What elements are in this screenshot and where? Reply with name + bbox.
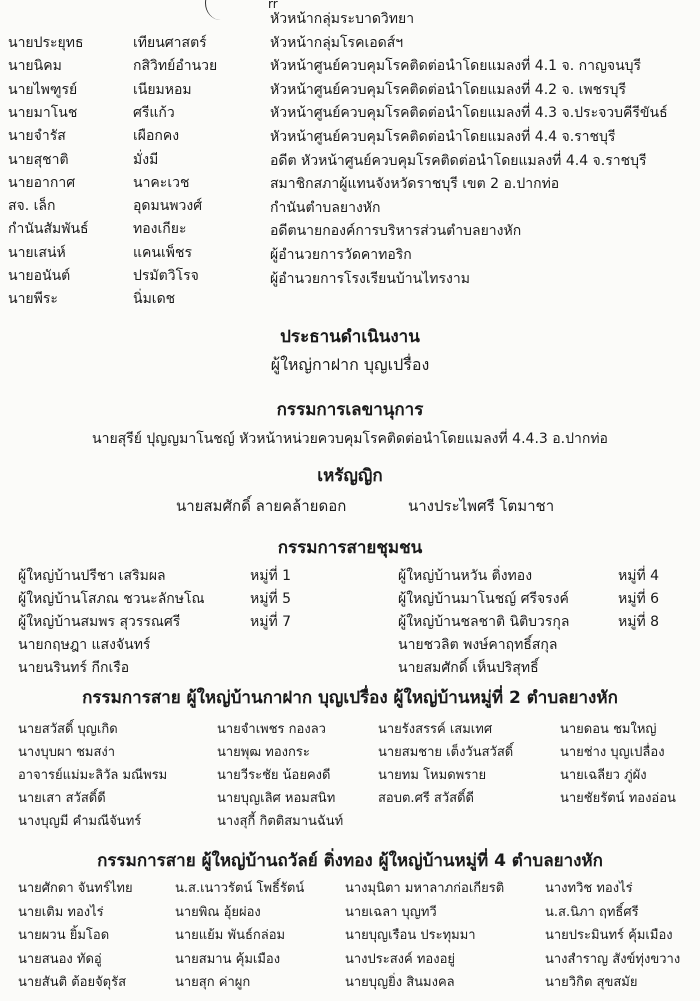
committee-name: นายนิคม [8, 58, 62, 74]
committee-name: นายสุชาติ [8, 152, 69, 168]
group-member: นายชัยรัตน์ ทองอ่อน [560, 791, 676, 806]
community-member: นายกฤษฎา แสงจันทร์ [18, 637, 151, 653]
committee-position: หัวหน้ากลุ่มโรคเอดส์ฯ [270, 35, 404, 51]
group-member: นายศักดา จันทร์ไทย [18, 881, 133, 896]
committee-position: อดีต หัวหน้าศูนย์ควบคุมโรคติดต่อนำโดยแมลงที่ 4.4 จ.ราชบุรี [270, 153, 647, 169]
committee-name: สจ. เล็ก [8, 198, 56, 214]
group-member: นายบุญยิ่ง สินมงคล [345, 975, 455, 990]
group-member: น.ส.เนาวรัตน์ โพธิ์รัตน์ [175, 881, 305, 896]
committee-surname: แคนเพ็ชร [133, 245, 192, 261]
group-member: น.ส.นิภา ฤทธิ์ศรี [545, 905, 639, 920]
group-member: นายเฉลียว ภู่ผัง [560, 768, 647, 783]
group-member: นายเฉลา บุญทวี [345, 905, 437, 920]
group-member: นายประมินทร์ คุ้มเมือง [545, 928, 673, 943]
committee-name: นายไพฑูรย์ [8, 82, 78, 98]
group-member: นายสมชาย เต็งวันสวัสดิ์ [378, 745, 514, 760]
group-member: นายดอน ชมใหญ่ [560, 722, 657, 737]
group-member: นายบุญเรือน ประทุมมา [345, 928, 476, 943]
group-member: นางสุกี้ กิตติสมานฉันท์ [217, 814, 344, 829]
committee-surname: อุดมนพวงศ์ [133, 198, 203, 214]
community-member: ผู้ใหญ่บ้านหวัน ติ่งทอง [398, 568, 533, 584]
committee-name: นายอากาศ [8, 175, 76, 191]
group-member: นายวีระชัย น้อยคงดี [217, 768, 331, 783]
group-member: นายเสา สวัสดิ์ดี [18, 791, 106, 806]
community-moo: หมู่ที่ 1 [250, 568, 292, 584]
community-moo: หมู่ที่ 8 [618, 614, 660, 630]
group-member: นายรังสรรค์ เสมเทศ [378, 722, 493, 737]
group-member: นายผวน ยิ้มโอด [18, 928, 110, 943]
group-member: นางมุนิตา มหาลาภก่อเกียรติ [345, 881, 505, 896]
secretary-text: นายสุรีย์ ปุญญมาโนชญ์ หัวหน้าหน่วยควบคุมโรคติดต่อนำโดยแมลงที่ 4.4.3 อ.ปากท่อ [92, 431, 608, 447]
group-member: นางบุญมี คำมณีจันทร์ [18, 814, 142, 829]
chair-heading: ประธานดำเนินงาน [280, 327, 420, 347]
group-member: นายเติม ทองไร่ [18, 905, 104, 920]
committee-surname: ปรมัตวิโรจ [133, 268, 199, 284]
committee-surname: นิ่มเดช [133, 291, 176, 307]
community-member: ผู้ใหญ่บ้านสมพร สุวรรณศรี [18, 614, 181, 630]
group-member: นายแย้ม พันธ์กล่อม [175, 928, 286, 943]
header-scribble-text: rr [268, 0, 278, 11]
committee-position: หัวหน้าศูนย์ควบคุมโรคติดต่อนำโดยแมลงที่ 4.3 จ.ประจวบคีรีขันธ์ [270, 105, 668, 121]
committee-name: นายประยุทธ [8, 35, 84, 51]
moo2-heading: กรรมการสาย ผู้ใหญ่บ้านกาฝาก บุญเปรื่อง ผู้ใหญ่บ้านหมู่ที่ 2 ตำบลยางหัก [82, 688, 618, 708]
committee-surname: เผือกคง [133, 128, 180, 144]
community-member: นายสมศักดิ์ เห็นปริสุทธิ์ [398, 660, 539, 676]
treasurer-name-1: นายสมศักดิ์ ลายคล้ายดอก [176, 497, 347, 515]
group-member: นายสนอง ทัดอู่ [18, 952, 102, 967]
committee-position: หัวหน้าศูนย์ควบคุมโรคติดต่อนำโดยแมลงที่ 4.2 จ. เพชรบุรี [270, 82, 627, 98]
group-member: นายพิณ อุ้ยผ่อง [175, 905, 261, 920]
margin-scribble [205, 0, 236, 20]
group-member: นางทวิช ทองไร่ [545, 881, 633, 896]
group-member: นายวิกิต สุขสมัย [545, 975, 638, 990]
community-moo: หมู่ที่ 7 [250, 614, 292, 630]
committee-surname: เนียมหอม [133, 82, 192, 98]
group-member: นางประสงค์ ทองอยู่ [345, 952, 456, 967]
community-heading: กรรมการสายชุมชน [277, 538, 423, 558]
group-member: นายพุฒ ทองกระ [217, 745, 310, 760]
committee-position: ผู้อำนวยการโรงเรียนบ้านไทรงาม [270, 271, 470, 287]
committee-name: กำนันสัมพันธ์ [8, 221, 89, 237]
committee-name: นายจำรัส [8, 128, 66, 144]
community-member: นายชวลิต พงษ์คาฤทธิ์สกุล [398, 637, 558, 653]
group-member: นายสวัสดิ์ บุญเกิด [18, 722, 118, 737]
group-member: นายสันติ ต้อยจัตุรัส [18, 975, 127, 990]
community-moo: หมู่ที่ 6 [618, 591, 660, 607]
committee-name: นายเสน่ห์ [8, 245, 66, 261]
committee-position: อดีตนายกองค์การบริหารส่วนตำบลยางหัก [270, 223, 522, 239]
chair-name: ผู้ใหญ่กาฝาก บุญเปรื่อง [270, 355, 430, 374]
treasurer-name-2: นางประไพศรี โตมาชา [408, 497, 555, 515]
committee-name: นายมาโนช [8, 105, 78, 121]
group-member: นายบุญเลิศ หอมสนิท [217, 791, 336, 806]
secretary-heading: กรรมการเลขานุการ [276, 400, 424, 420]
committee-surname: เทียนศาสตร์ [133, 35, 207, 51]
community-member: นายนรินทร์ กีกเรือ [18, 660, 130, 676]
community-member: ผู้ใหญ่บ้านมาโนชญ์ ศรีจรงค์ [398, 591, 569, 607]
committee-position: หัวหน้าศูนย์ควบคุมโรคติดต่อนำโดยแมลงที่ 4.1 จ. กาญจนบุรี [270, 58, 642, 74]
committee-surname: กสิวิทย์อำนวย [133, 58, 218, 74]
community-member: ผู้ใหญ่บ้านปรีชา เสริมผล [18, 568, 166, 584]
committee-surname: มั่งมี [133, 152, 159, 168]
group-member: นายสุก ค่าผูก [175, 975, 251, 990]
committee-surname: นาคะเวช [133, 175, 190, 191]
committee-surname: ทองเกียะ [133, 221, 187, 237]
group-member: นายทม โหมดพราย [378, 768, 487, 783]
group-member: นางสำราญ สังข์ทุ่งขวาง [545, 952, 681, 967]
committee-surname: ศรีแก้ว [133, 105, 175, 121]
committee-position: หัวหน้าศูนย์ควบคุมโรคติดต่อนำโดยแมลงที่ 4.4 จ.ราชบุรี [270, 129, 616, 145]
group-member: นายสมาน คุ้มเมือง [175, 952, 281, 967]
committee-position: กำนันตำบลยางหัก [270, 200, 381, 216]
group-member: นายช่าง บุญเปลื่อง [560, 745, 665, 760]
group-member: นางบุบผา ชมสง่า [18, 745, 116, 760]
committee-name: นายพีระ [8, 291, 58, 307]
community-moo: หมู่ที่ 4 [618, 568, 660, 584]
group-member: อาจารย์แม่มะลิวัล มณีพรม [18, 768, 168, 783]
committee-position: หัวหน้ากลุ่มระบาดวิทยา [270, 11, 415, 27]
community-member: ผู้ใหญ่บ้านโสภณ ชวนะลักษโณ [18, 591, 205, 607]
community-moo: หมู่ที่ 5 [250, 591, 292, 607]
group-member: นายจำเพชร กองลว [217, 722, 326, 737]
committee-position: ผู้อำนวยการวัดคาทอริก [270, 247, 412, 263]
committee-name: นายอนันต์ [8, 268, 71, 284]
treasurer-heading: เหรัญญิก [317, 466, 383, 486]
community-member: ผู้ใหญ่บ้านชลชาติ นิติบวรกุล [398, 614, 570, 630]
group-member: สอบต.ศรี สวัสดิ์ดี [378, 791, 474, 806]
committee-position: สมาชิกสภาผู้แทนจังหวัดราชบุรี เขต 2 อ.ปากท่อ [270, 176, 560, 192]
moo4-heading: กรรมการสาย ผู้ใหญ่บ้านถวัลย์ ติ่งทอง ผู้ใหญ่บ้านหมู่ที่ 4 ตำบลยางหัก [97, 851, 603, 871]
